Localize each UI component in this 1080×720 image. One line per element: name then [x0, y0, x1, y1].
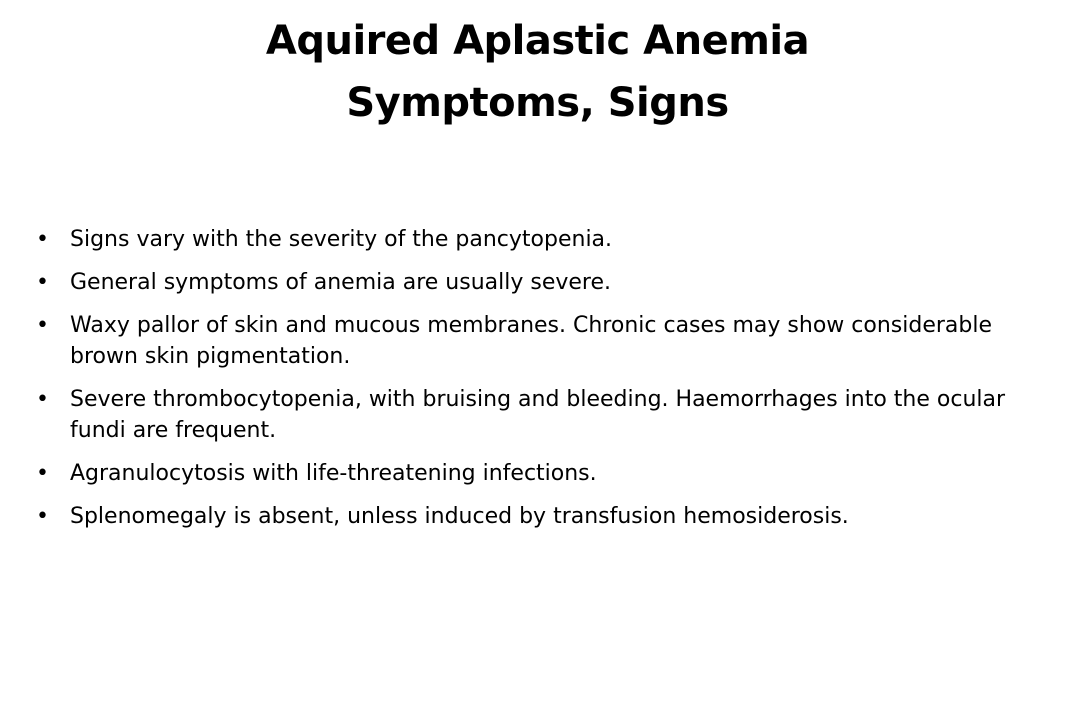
bullet-item: [36, 384, 1046, 446]
bullet-text: Splenomegaly is absent, unless induced by transfusion hemosiderosis.: [70, 504, 849, 529]
bullet-dot-icon: •: [36, 270, 49, 295]
bullet-dot-icon: •: [36, 227, 49, 252]
title-line-1: Aquired Aplastic Anemia: [265, 18, 810, 64]
bullet-dot-icon: •: [36, 504, 49, 529]
bullet-item: [36, 501, 1046, 532]
bullet-text: Signs vary with the severity of the pancytopenia.: [70, 227, 613, 252]
title-line-2: Symptoms, Signs: [346, 80, 729, 126]
slide-title: [0, 10, 1075, 134]
bullet-text: General symptoms of anemia are usually severe.: [70, 270, 611, 295]
bullet-dot-icon: •: [36, 387, 49, 412]
bullet-item: [36, 267, 1046, 298]
bullet-list: [36, 224, 1046, 544]
bullet-text: Waxy pallor of skin and mucous membranes. Chronic cases may show considerable brown skin pigmentation.: [70, 313, 992, 369]
bullet-item: [36, 458, 1046, 489]
bullet-text: Severe thrombocytopenia, with bruising and bleeding. Haemorrhages into the ocular fundi are frequent.: [70, 387, 1006, 443]
bullet-item: [36, 224, 1046, 255]
bullet-dot-icon: •: [36, 313, 49, 338]
bullet-text: Agranulocytosis with life-threatening infections.: [70, 461, 597, 486]
bullet-item: [36, 310, 1046, 372]
bullet-dot-icon: •: [36, 461, 49, 486]
